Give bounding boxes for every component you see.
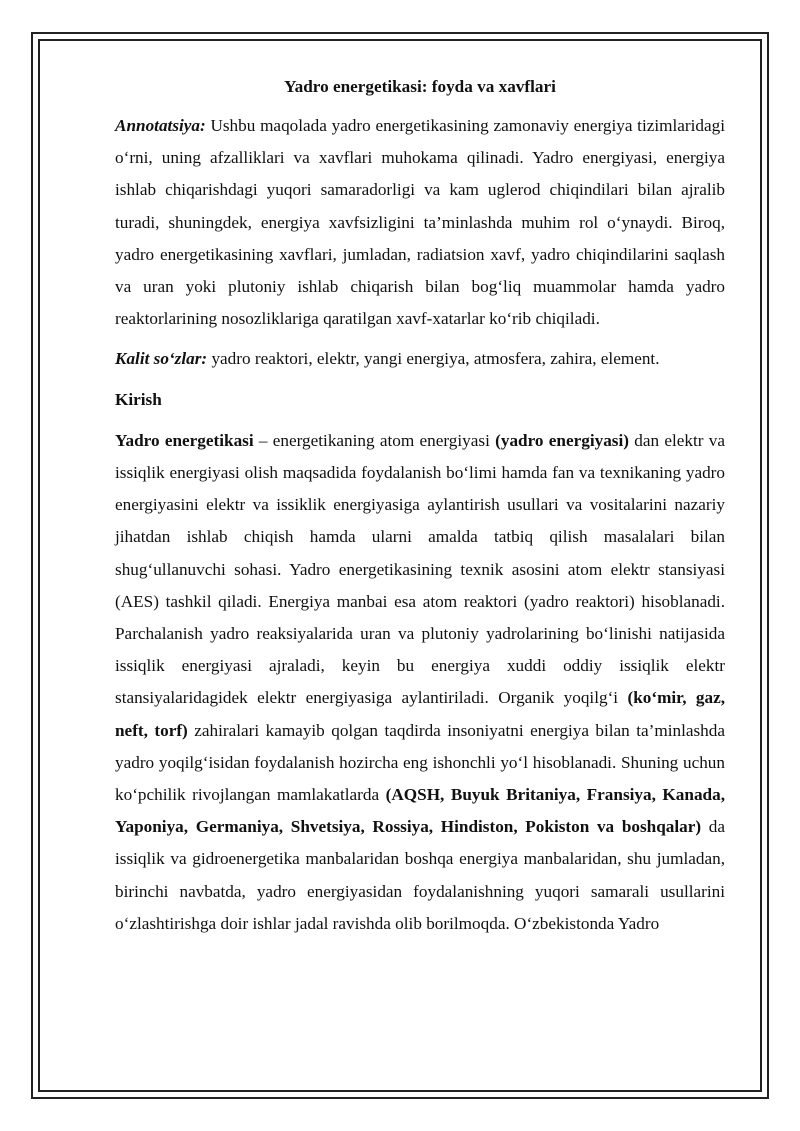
fuel-list: (ko‘mir, gaz, neft, torf) — [115, 688, 726, 740]
section-heading: Kirish — [115, 389, 162, 409]
article-content — [115, 70, 725, 948]
term-yadro-energetikasi: Yadro energetikasi — [115, 430, 254, 450]
body-text-1: – energetikaning atom energiyasi — [253, 430, 496, 450]
body-paragraph — [115, 425, 725, 940]
body-text-2: dan elektr va issiqlik energiyasi olish maqsadida foydalanish bo‘limi hamda fan va texnikaning yadro energiyasini elektr va issiklik energiyasiga aylantirish usullari va vositalarini nazariy jihatdan ishlab chiqish hamda ularni amalda tatbiq qilish masalalari bilan shug‘ullanuvchi sohasi. Yadro energetikasining texnik asosini atom elektr stansiyasi (AES) tashkil qiladi. Energiya manbai esa atom reaktori (yadro reaktori) hisoblanadi. Parchalanish yadro reaksiyalarida uran va plutoniy yadrolarining bo‘linishi natijasida issiqlik energiyasi ajraladi, keyin bu energiya xuddi oddiy issiqlik elektr stansiyalaridagidek elektr energiyasiga aylantiriladi. Organik yoqilg‘i — [115, 430, 725, 708]
keywords-paragraph — [115, 343, 725, 375]
keywords-label: Kalit so‘zlar: — [115, 349, 208, 369]
article-title: Yadro energetikasi: foyda va xavflari — [284, 77, 556, 96]
term-yadro-energiyasi: (yadro energiyasi) — [495, 430, 629, 450]
keywords-text: yadro reaktori, elektr, yangi energiya, atmosfera, zahira, element. — [207, 349, 660, 369]
abstract-label: Annotatsiya: — [115, 116, 206, 135]
body-text-4: da issiqlik va gidroenergetika manbalaridan boshqa energiya manbalaridan, shu jumladan, birinchi navbatda, yadro energiyasidan foydalanishning yuqori samarali usullarini o‘zlashtirishga doir ishlar jadal ravishda olib borilmoqda. O‘zbekistonda Yadro — [115, 817, 725, 933]
abstract-text: Ushbu maqolada yadro energetikasining zamonaviy energiya tizimlaridagi o‘rni, uning afzalliklari va xavflari muhokama qilinadi. Yadro energiyasi, energiya ishlab chiqarishdagi yuqori samaradorligi va kam uglerod chiqindilari bilan ajralib turadi, shuningdek, energiya xavfsizligini ta’minlashda muhim rol o‘ynaydi. Biroq, yadro energetikasining xavflari, jumladan, radiatsion xavf, yadro chiqindilarini saqlash va uran yoki plutoniy ishlab chiqarish bilan bog‘liq muammolar hamda yadro reaktorlarining nosozliklariga qaratilgan xavf-xatarlar ko‘rib chiqiladi. — [115, 116, 725, 329]
body-text-3: zahiralari kamayib qolgan taqdirda insoniyatni energiya bilan ta’minlashda yadro yoqilg‘isidan foydalanish hozircha eng ishonchli yo‘l hisoblanadi. Shuning uchun ko‘pchilik rivojlangan mamlakatlarda — [115, 720, 726, 805]
country-list: (AQSH, Buyuk Britaniya, Fransiya, Kanada, Yaponiya, Germaniya, Shvetsiya, Rossiya, Hindiston, Pokiston va boshqalar) — [115, 785, 725, 837]
abstract-paragraph — [115, 110, 725, 335]
